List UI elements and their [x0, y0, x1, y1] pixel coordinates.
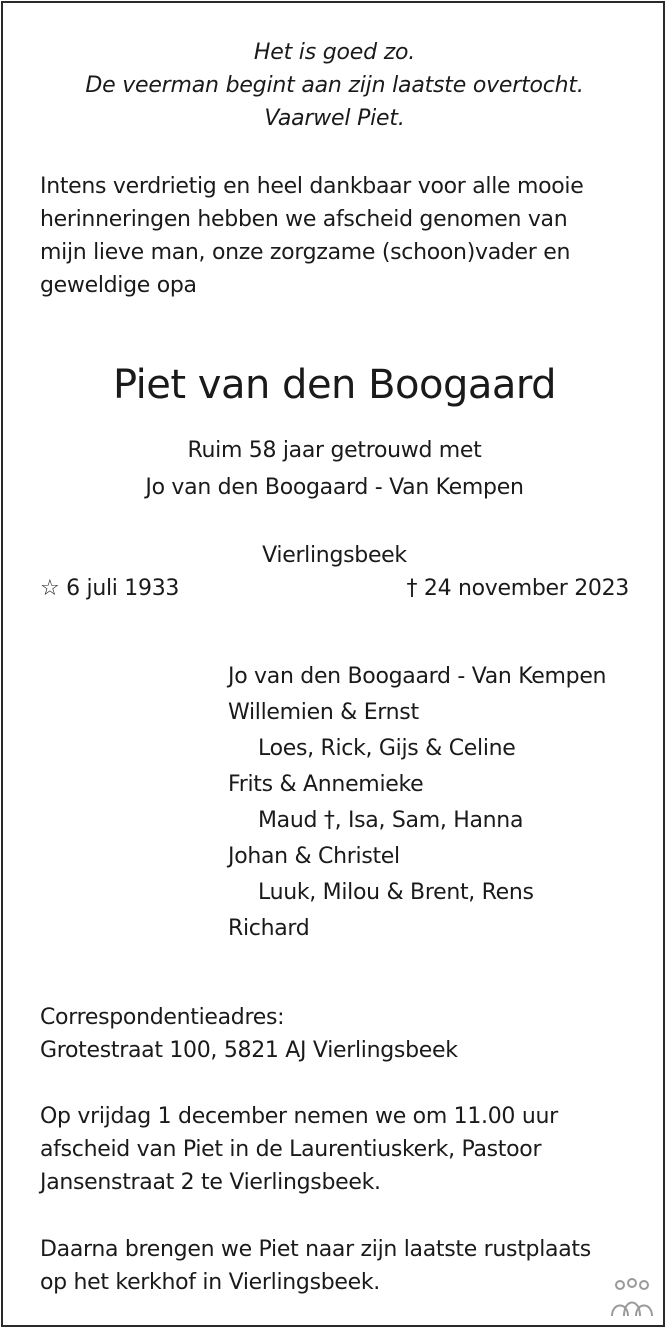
family-parents: Willemien & Ernst: [228, 700, 419, 725]
service-line-3: Jansenstraat 2 te Vierlingsbeek.: [40, 1170, 381, 1195]
motto-line-3: Vaarwel Piet.: [264, 106, 405, 131]
family-parents: Johan & Christel: [228, 844, 400, 869]
death-date-line: [406, 572, 629, 605]
family-children: Loes, Rick, Gijs & Celine: [258, 736, 516, 761]
motto-line-2: De veerman begint aan zijn laatste overtocht.: [85, 73, 584, 98]
family-spouse: Jo van den Boogaard - Van Kempen: [228, 664, 607, 689]
star-icon: ☆: [40, 576, 60, 601]
correspondence-address: Grotestraat 100, 5821 AJ Vierlingsbeek: [40, 1038, 458, 1063]
people-logo-icon: [610, 1278, 654, 1318]
birth-date: 6 juli 1933: [66, 576, 180, 601]
birth-date-line: [40, 572, 179, 605]
family-parents: Frits & Annemieke: [228, 772, 424, 797]
death-date: 24 november 2023: [423, 576, 629, 601]
family-children: Maud †, Isa, Sam, Hanna: [258, 808, 524, 833]
spouse-line: Jo van den Boogaard - Van Kempen: [145, 475, 524, 500]
burial-line-2: op het kerkhof in Vierlingsbeek.: [40, 1270, 381, 1295]
intro-line-1: Intens verdrietig en heel dankbaar voor alle mooie: [40, 174, 584, 199]
family-last: Richard: [228, 916, 310, 941]
intro-line-4: geweldige opa: [40, 273, 197, 298]
married-line: Ruim 58 jaar getrouwd met: [187, 438, 482, 463]
place-line: Vierlingsbeek: [262, 543, 407, 568]
correspondence-label: Correspondentieadres:: [40, 1005, 285, 1030]
cross-icon: †: [406, 576, 418, 601]
burial-line-1: Daarna brengen we Piet naar zijn laatste rustplaats: [40, 1237, 591, 1262]
service-line-1: Op vrijdag 1 december nemen we om 11.00 uur: [40, 1104, 558, 1129]
intro-line-3: mijn lieve man, onze zorgzame (schoon)vader en: [40, 240, 571, 265]
intro-line-2: herinneringen hebben we afscheid genomen van: [40, 207, 568, 232]
family-list: [228, 659, 606, 947]
service-line-2: afscheid van Piet in de Laurentiuskerk, Pastoor: [40, 1137, 542, 1162]
family-children: Luuk, Milou & Brent, Rens: [258, 880, 534, 905]
deceased-name: Piet van den Boogaard: [112, 362, 557, 408]
motto-line-1: Het is goed zo.: [253, 40, 416, 65]
